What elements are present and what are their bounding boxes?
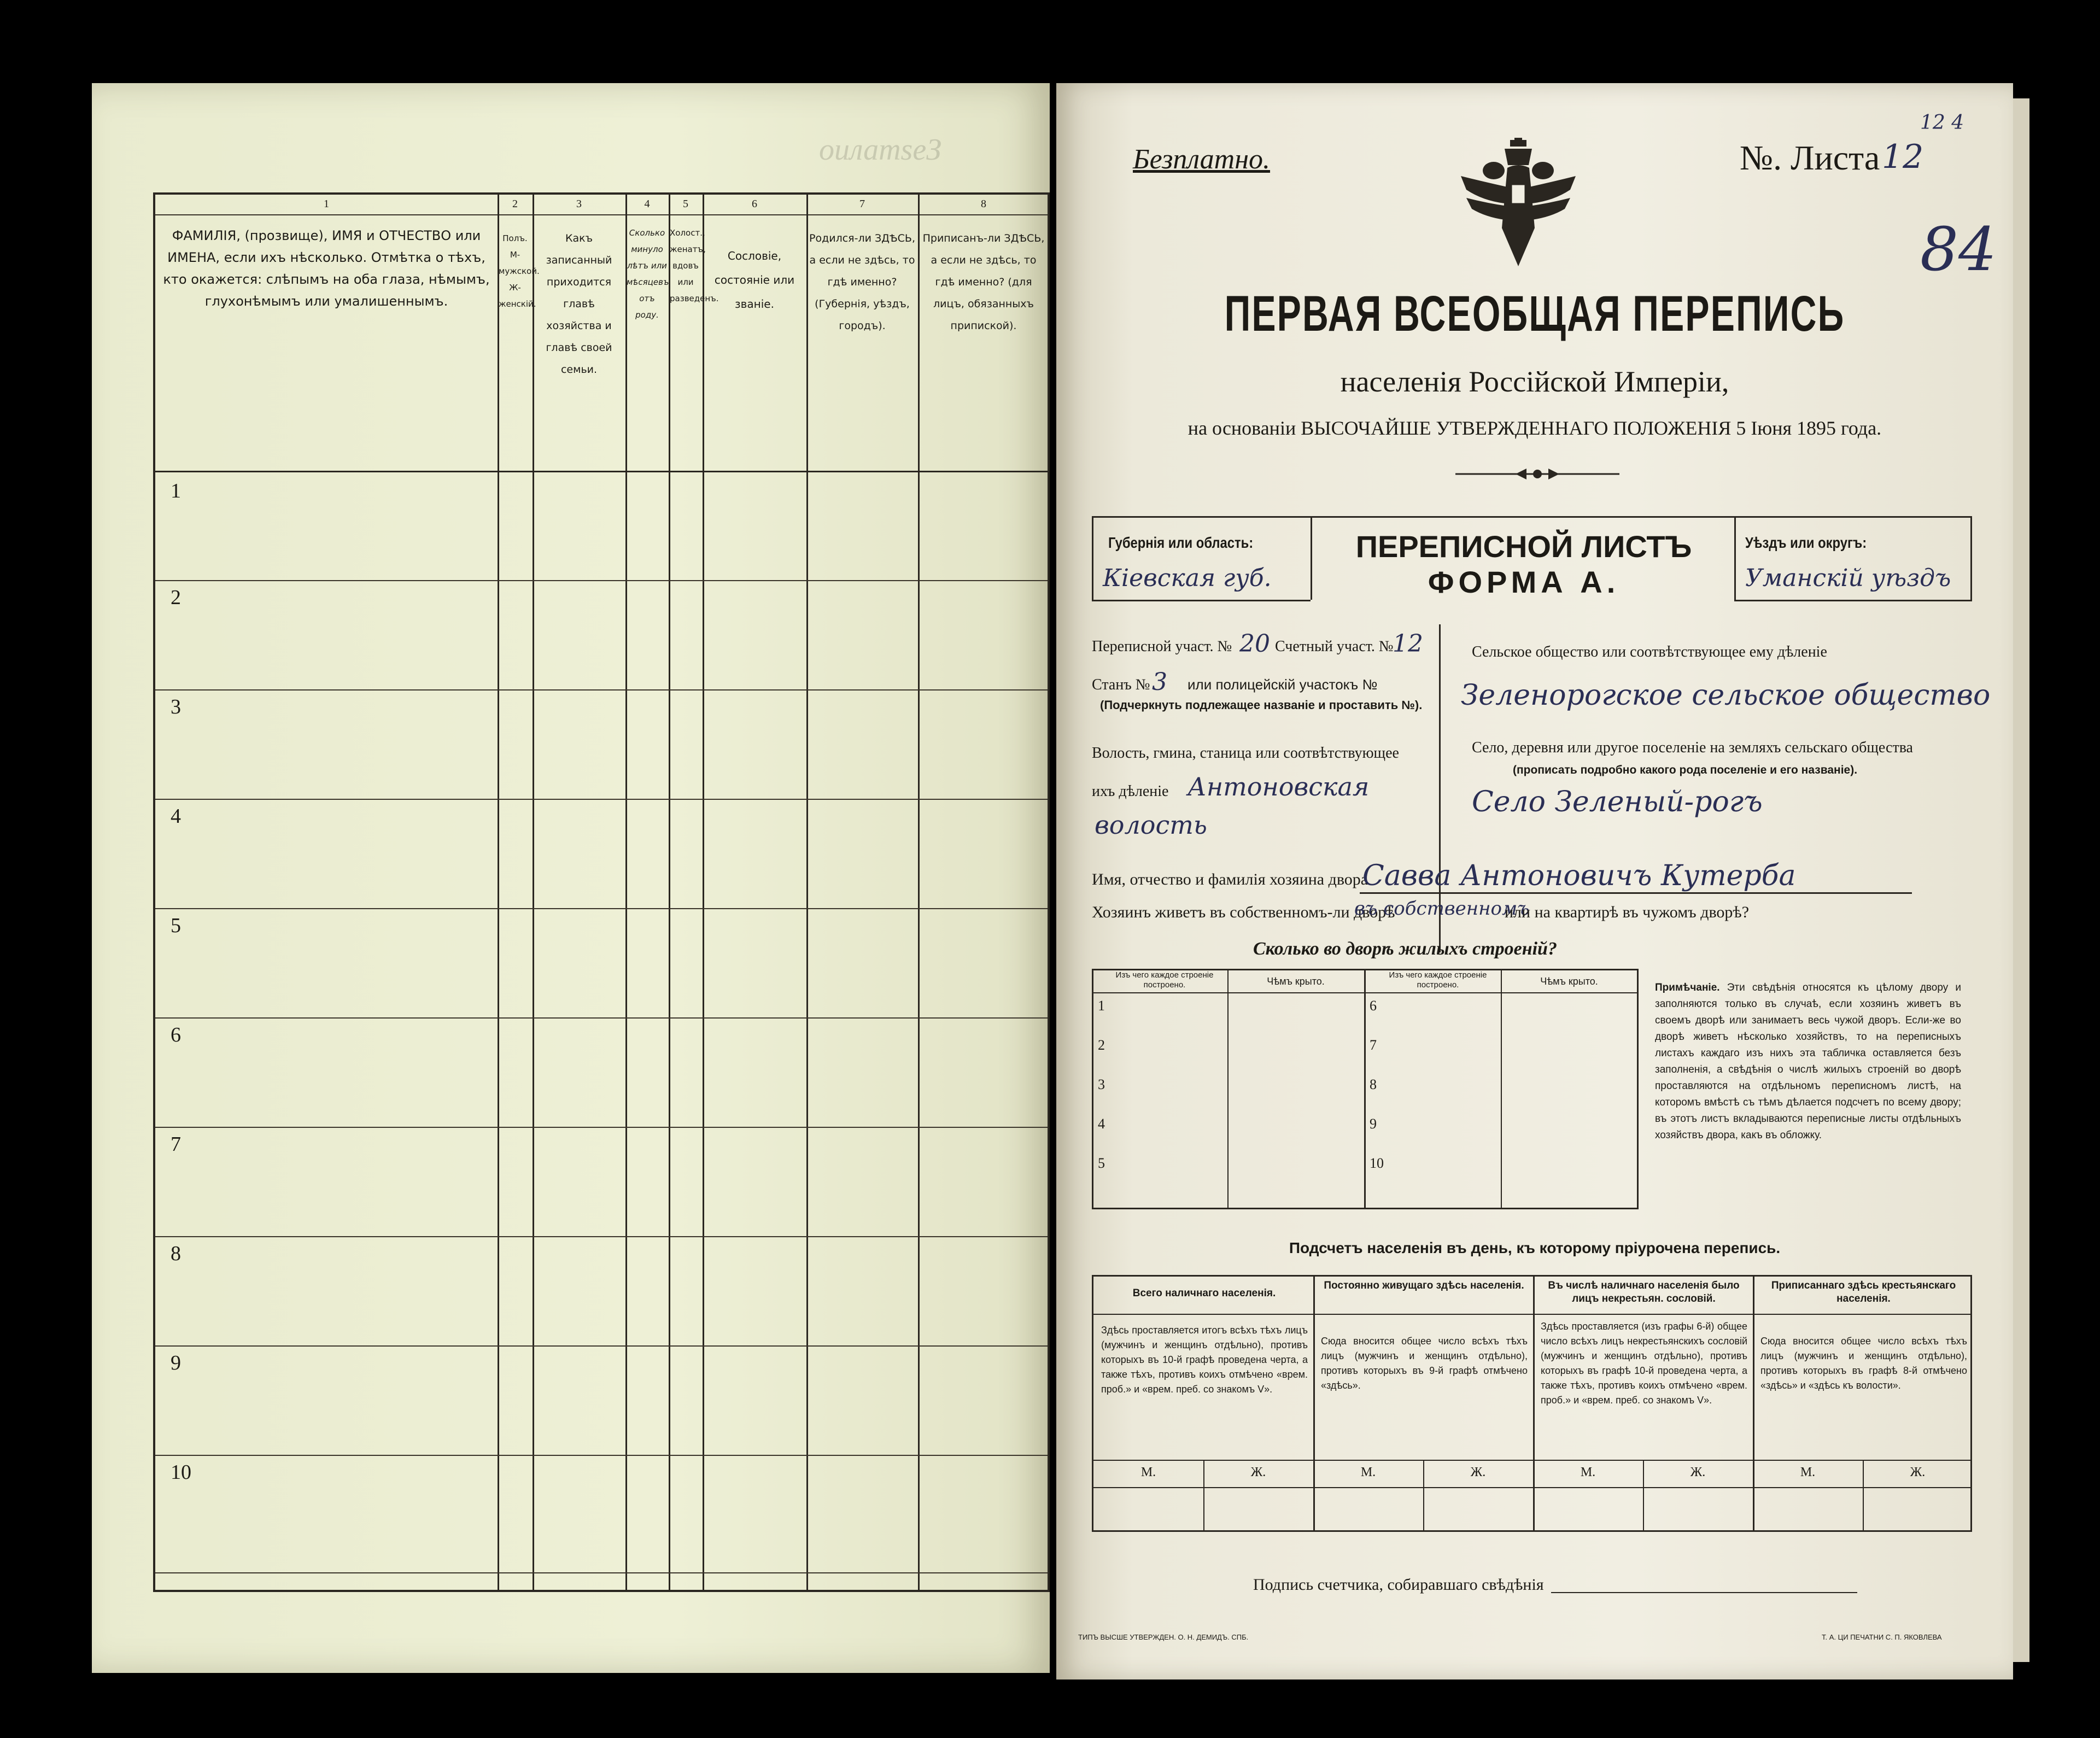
bld-head-material: Изъ чего каждое строеніе построено. bbox=[1115, 970, 1214, 990]
count-district-value: 12 bbox=[1393, 630, 1423, 658]
table-divider bbox=[1501, 970, 1502, 1208]
society-value: Зеленорогское сельское общество bbox=[1461, 679, 1991, 712]
row-line bbox=[155, 580, 1048, 581]
bld-row-num: 6 bbox=[1370, 998, 1377, 1014]
signature-label: Подпись счетчика, собиравшаго свѣдѣнія bbox=[1253, 1576, 1544, 1594]
row-line bbox=[155, 1455, 1048, 1456]
census-district-value: 20 bbox=[1239, 630, 1270, 658]
col-header-relation: Какъ записанный приходится главѣ хозяйства и главѣ своей семьи. bbox=[546, 232, 612, 376]
col-num: 7 bbox=[859, 198, 865, 210]
row-number: 9 bbox=[171, 1351, 181, 1374]
count-col-text: Сюда вносится общее число всѣхъ тѣхъ лицъ (мужчинъ и женщинъ отдѣльно), противъ которыхъ въ 9-й графѣ отмѣчено «здѣсь». bbox=[1321, 1336, 1528, 1391]
col-num: 6 bbox=[752, 198, 757, 210]
col-line bbox=[703, 195, 704, 1590]
count-table bbox=[1092, 1275, 1972, 1532]
table-divider bbox=[1227, 970, 1229, 1208]
header-bottom-line bbox=[155, 471, 1048, 472]
col-line bbox=[669, 195, 670, 1590]
police-label: или полицейскій участокъ № bbox=[1188, 676, 1378, 693]
form-header-divider bbox=[1311, 518, 1312, 600]
sheet-no-label: №. Листа bbox=[1740, 138, 1880, 177]
form-title-2: ФОРМА А. bbox=[1428, 565, 1620, 599]
row-line bbox=[155, 1236, 1048, 1237]
signature-line bbox=[1551, 1592, 1857, 1593]
society-label: Сельское общество или соотвѣтствующее ему дѣленіе bbox=[1472, 643, 1827, 660]
eagle-emblem-icon bbox=[1455, 138, 1581, 274]
stan-label: Станъ № bbox=[1092, 676, 1150, 693]
col-num: 2 bbox=[512, 198, 518, 210]
free-label: Безплатно. bbox=[1133, 144, 1271, 175]
page-edge bbox=[2013, 98, 2029, 1662]
underline-note: (Подчеркнуть подлежащее названіе и проставить №). bbox=[1100, 698, 1423, 712]
col-line bbox=[533, 195, 534, 1590]
row-number: 7 bbox=[171, 1133, 181, 1156]
female-label: Ж. bbox=[1690, 1465, 1706, 1479]
count-col-head: Постоянно живущаго здѣсь населенія. bbox=[1324, 1280, 1524, 1291]
count-district-label: Счетный участ. № bbox=[1275, 638, 1394, 655]
village-note: (прописать подробно какого рода поселеніе и его названіе). bbox=[1513, 764, 1858, 776]
col-num: 4 bbox=[644, 198, 650, 210]
header-divider bbox=[155, 214, 1048, 215]
bld-head-material: Изъ чего каждое строеніе построено. bbox=[1389, 970, 1487, 990]
bld-row-num: 9 bbox=[1370, 1116, 1377, 1132]
form-header-line bbox=[1092, 516, 1972, 518]
row-line bbox=[155, 799, 1048, 800]
male-label: М. bbox=[1580, 1465, 1596, 1479]
bld-head-roof: Чѣмъ крыто. bbox=[1267, 976, 1325, 987]
count-col-head: Всего наличнаго населенія. bbox=[1132, 1288, 1276, 1299]
row-line bbox=[155, 1572, 1048, 1573]
col-line bbox=[625, 195, 627, 1590]
owner-value: Савва Антоновичъ Кутерба bbox=[1362, 859, 1796, 892]
count-col-text: Здѣсь проставляется (изъ графы 6-й) общее число всѣхъ лицъ некрестьянскихъ сословій (мужчинъ и женщинъ отдѣльно), противъ которыхъ въ графѣ 10-й проведена черта, а также тѣхъ, противъ коихъ отмѣчено «врем. проб.» и «врем. преб. со знакомъ V». bbox=[1541, 1321, 1747, 1406]
bld-row-num: 4 bbox=[1098, 1116, 1105, 1132]
bld-row-num: 1 bbox=[1098, 998, 1105, 1014]
row-line bbox=[155, 1127, 1048, 1128]
volost-label-1: Волость, гмина, станица или соотвѣтствующее bbox=[1092, 745, 1399, 762]
col-header-registered: Приписанъ-ли ЗДѢСЬ, а если не здѣсь, то гдѣ именно? (для лицъ, обязанныхъ припиской). bbox=[922, 232, 1045, 332]
gubernia-label: Губернія или область: bbox=[1108, 534, 1254, 551]
col-header-age: Сколько минуло лѣтъ или мѣсяцевъ отъ роду. bbox=[627, 228, 669, 320]
table-divider bbox=[1093, 1460, 1970, 1461]
uezd-value: Уманскій уѣздъ bbox=[1745, 564, 1951, 592]
female-label: Ж. bbox=[1250, 1465, 1266, 1479]
row-number: 6 bbox=[171, 1023, 181, 1046]
count-col-text: Сюда вносится общее число всѣхъ тѣхъ лицъ (мужчинъ и женщинъ отдѣльно), противъ которыхъ въ графѣ 8-й отмѣчено «здѣсь» и «здѣсь къ волости». bbox=[1760, 1336, 1967, 1391]
row-line bbox=[155, 689, 1048, 690]
table-divider bbox=[1093, 1487, 1970, 1488]
count-title: Подсчетъ населенія въ день, къ которому пріурочена перепись. bbox=[1289, 1239, 1781, 1256]
bld-row-num: 10 bbox=[1370, 1155, 1384, 1171]
form-header-line bbox=[1734, 600, 1972, 601]
village-value: Село Зеленый-рогъ bbox=[1472, 786, 1763, 818]
sheet-no-value: 12 bbox=[1882, 138, 1924, 176]
female-label: Ж. bbox=[1910, 1465, 1926, 1479]
col-line bbox=[806, 195, 808, 1590]
corner-mark: 12 4 bbox=[1920, 112, 1964, 134]
person-table bbox=[153, 192, 1050, 1592]
col-header-birthplace: Родился-ли ЗДѢСЬ, а если не здѣсь, то гдѣ именно? (Губернія, уѣздъ, городъ). bbox=[809, 232, 915, 332]
uezd-label: Уѣздъ или округъ: bbox=[1745, 534, 1867, 551]
col-num: 3 bbox=[576, 198, 582, 210]
subtitle: населенія Россійской Имперіи, bbox=[1340, 365, 1729, 398]
main-title: ПЕРВАЯ ВСЕОБЩАЯ ПЕРЕПИСЬ bbox=[1224, 286, 1845, 342]
male-label: М. bbox=[1140, 1465, 1156, 1479]
row-line bbox=[155, 1345, 1048, 1347]
female-label: Ж. bbox=[1470, 1465, 1486, 1479]
ornament-divider-icon bbox=[1455, 466, 1619, 482]
col-header-sex: Полъ. М-мужской. Ж-женскій. bbox=[499, 233, 540, 309]
basis-text: на основаніи ВЫСОЧАЙШЕ УТВЕРЖДЕННАГО ПОЛОЖЕНІЯ 5 Іюня 1895 года. bbox=[1188, 417, 1882, 439]
col-num: 8 bbox=[981, 198, 986, 210]
col-num: 5 bbox=[683, 198, 688, 210]
row-number: 4 bbox=[171, 805, 181, 828]
right-page bbox=[1056, 83, 2013, 1680]
volost-value-1: Антоновская bbox=[1188, 772, 1370, 801]
buildings-table bbox=[1092, 969, 1639, 1209]
col-line bbox=[498, 195, 499, 1590]
archive-number: 84 bbox=[1920, 214, 1997, 284]
printer-left: ТИПЪ ВЫСШЕ УТВЕРЖДЕН. О. Н. ДЕМИДЪ. СПБ. bbox=[1078, 1633, 1249, 1641]
owner-label: Имя, отчество и фамилія хозяина двора bbox=[1092, 870, 1368, 888]
bld-head-roof: Чѣмъ крыто. bbox=[1540, 976, 1598, 987]
row-number: 3 bbox=[171, 695, 181, 718]
col-num: 1 bbox=[324, 198, 329, 210]
volost-value-2: волость bbox=[1095, 810, 1207, 840]
buildings-label: Сколько во дворѣ жилыхъ строеній? bbox=[1253, 939, 1557, 959]
owner-lives-label: Хозяинъ живетъ въ собственномъ-ли дворѣ bbox=[1092, 903, 1395, 921]
row-number: 8 bbox=[171, 1242, 181, 1265]
form-header-line bbox=[1092, 600, 1311, 601]
bld-row-num: 5 bbox=[1098, 1155, 1105, 1171]
form-title-1: ПЕРЕПИСНОЙ ЛИСТЪ bbox=[1355, 529, 1692, 564]
male-label: М. bbox=[1800, 1465, 1816, 1479]
census-district-label: Переписной участ. № bbox=[1092, 638, 1232, 655]
col-header-estate: Сословіе, состояніе или званіе. bbox=[714, 249, 795, 311]
volost-label-2: ихъ дѣленіе bbox=[1092, 783, 1169, 800]
owner-underline bbox=[1360, 892, 1912, 894]
ghost-text: оилатѕеЗ bbox=[819, 133, 941, 167]
form-header-divider bbox=[1092, 518, 1093, 600]
note-block bbox=[1655, 980, 1961, 1144]
count-col-head: Въ числѣ наличнаго населенія было лицъ некрестьян. сословій. bbox=[1548, 1280, 1740, 1304]
note-title: Примѣчаніе. bbox=[1655, 982, 1720, 993]
bld-row-num: 2 bbox=[1098, 1037, 1105, 1053]
bld-row-num: 7 bbox=[1370, 1037, 1377, 1053]
count-col-text: Здѣсь проставляется итогъ всѣхъ тѣхъ лицъ (мужчинъ и женщинъ отдѣльно), противъ которыхъ въ 10-й графѣ проведена черта, а также тѣхъ, противъ коихъ отмѣчено «врем. проб.» и «врем. преб. со знакомъ V». bbox=[1101, 1325, 1308, 1395]
table-divider bbox=[1364, 970, 1366, 1208]
village-label: Село, деревня или другое поселеніе на земляхъ сельскаго общества bbox=[1472, 739, 1913, 756]
row-number: 5 bbox=[171, 914, 181, 937]
table-divider bbox=[1093, 992, 1637, 993]
table-divider bbox=[1093, 1314, 1970, 1315]
left-page bbox=[92, 83, 1050, 1673]
row-number: 10 bbox=[171, 1461, 191, 1484]
row-number: 2 bbox=[171, 586, 181, 609]
gubernia-value: Кіевская губ. bbox=[1103, 564, 1272, 592]
stan-value: 3 bbox=[1152, 668, 1167, 696]
form-header-divider bbox=[1734, 518, 1736, 600]
row-line bbox=[155, 1017, 1048, 1019]
note-text: Эти свѣдѣнія относятся къ цѣлому двору и заполняются только въ случаѣ, если хозяинъ живетъ въ своемъ дворѣ или занимаетъ весь чужой дворъ. Если-же во дворѣ живетъ нѣсколько хозяйствъ, то на переписныхъ листахъ каждаго изъ нихъ эта табличка оставляется безъ заполненія, а свѣдѣнія о числѣ жилыхъ строеній во дворѣ проставляются на отдѣльномъ переписномъ листѣ, на которомъ вмѣстѣ съ тѣмъ дѣлается подсчетъ по всему двору; въ этотъ листъ вкладываются переписные листы отдѣльныхъ хозяйствъ двора, какъ въ обложку. bbox=[1655, 982, 1961, 1141]
owner-lives-value: въ собственномъ bbox=[1354, 898, 1530, 920]
count-col-head: Приписаннаго здѣсь крестьянскаго населенія. bbox=[1771, 1280, 1956, 1304]
male-label: М. bbox=[1360, 1465, 1376, 1479]
bld-row-num: 8 bbox=[1370, 1076, 1377, 1092]
col-header-name: ФАМИЛІЯ, (прозвище), ИМЯ и ОТЧЕСТВО или ИМЕНА, если ихъ нѣсколько. Отмѣтка о тѣхъ, кто окажется: слѣпымъ на оба глаза, нѣмымъ, глухонѣмымъ или умалишеннымъ. bbox=[163, 228, 490, 309]
form-header-divider bbox=[1970, 518, 1972, 600]
row-number: 1 bbox=[171, 479, 181, 502]
bld-row-num: 3 bbox=[1098, 1076, 1105, 1092]
row-line bbox=[155, 908, 1048, 909]
or-apartment-label: или на квартирѣ въ чужомъ дворѣ? bbox=[1505, 903, 1750, 921]
printer-right: Т. А. ЦИ ПЕЧАТНИ С. П. ЯКОВЛЕВА bbox=[1822, 1633, 1942, 1641]
col-header-marital: Холост., женатъ, вдовъ или разведенъ. bbox=[670, 228, 719, 303]
col-line bbox=[918, 195, 920, 1590]
